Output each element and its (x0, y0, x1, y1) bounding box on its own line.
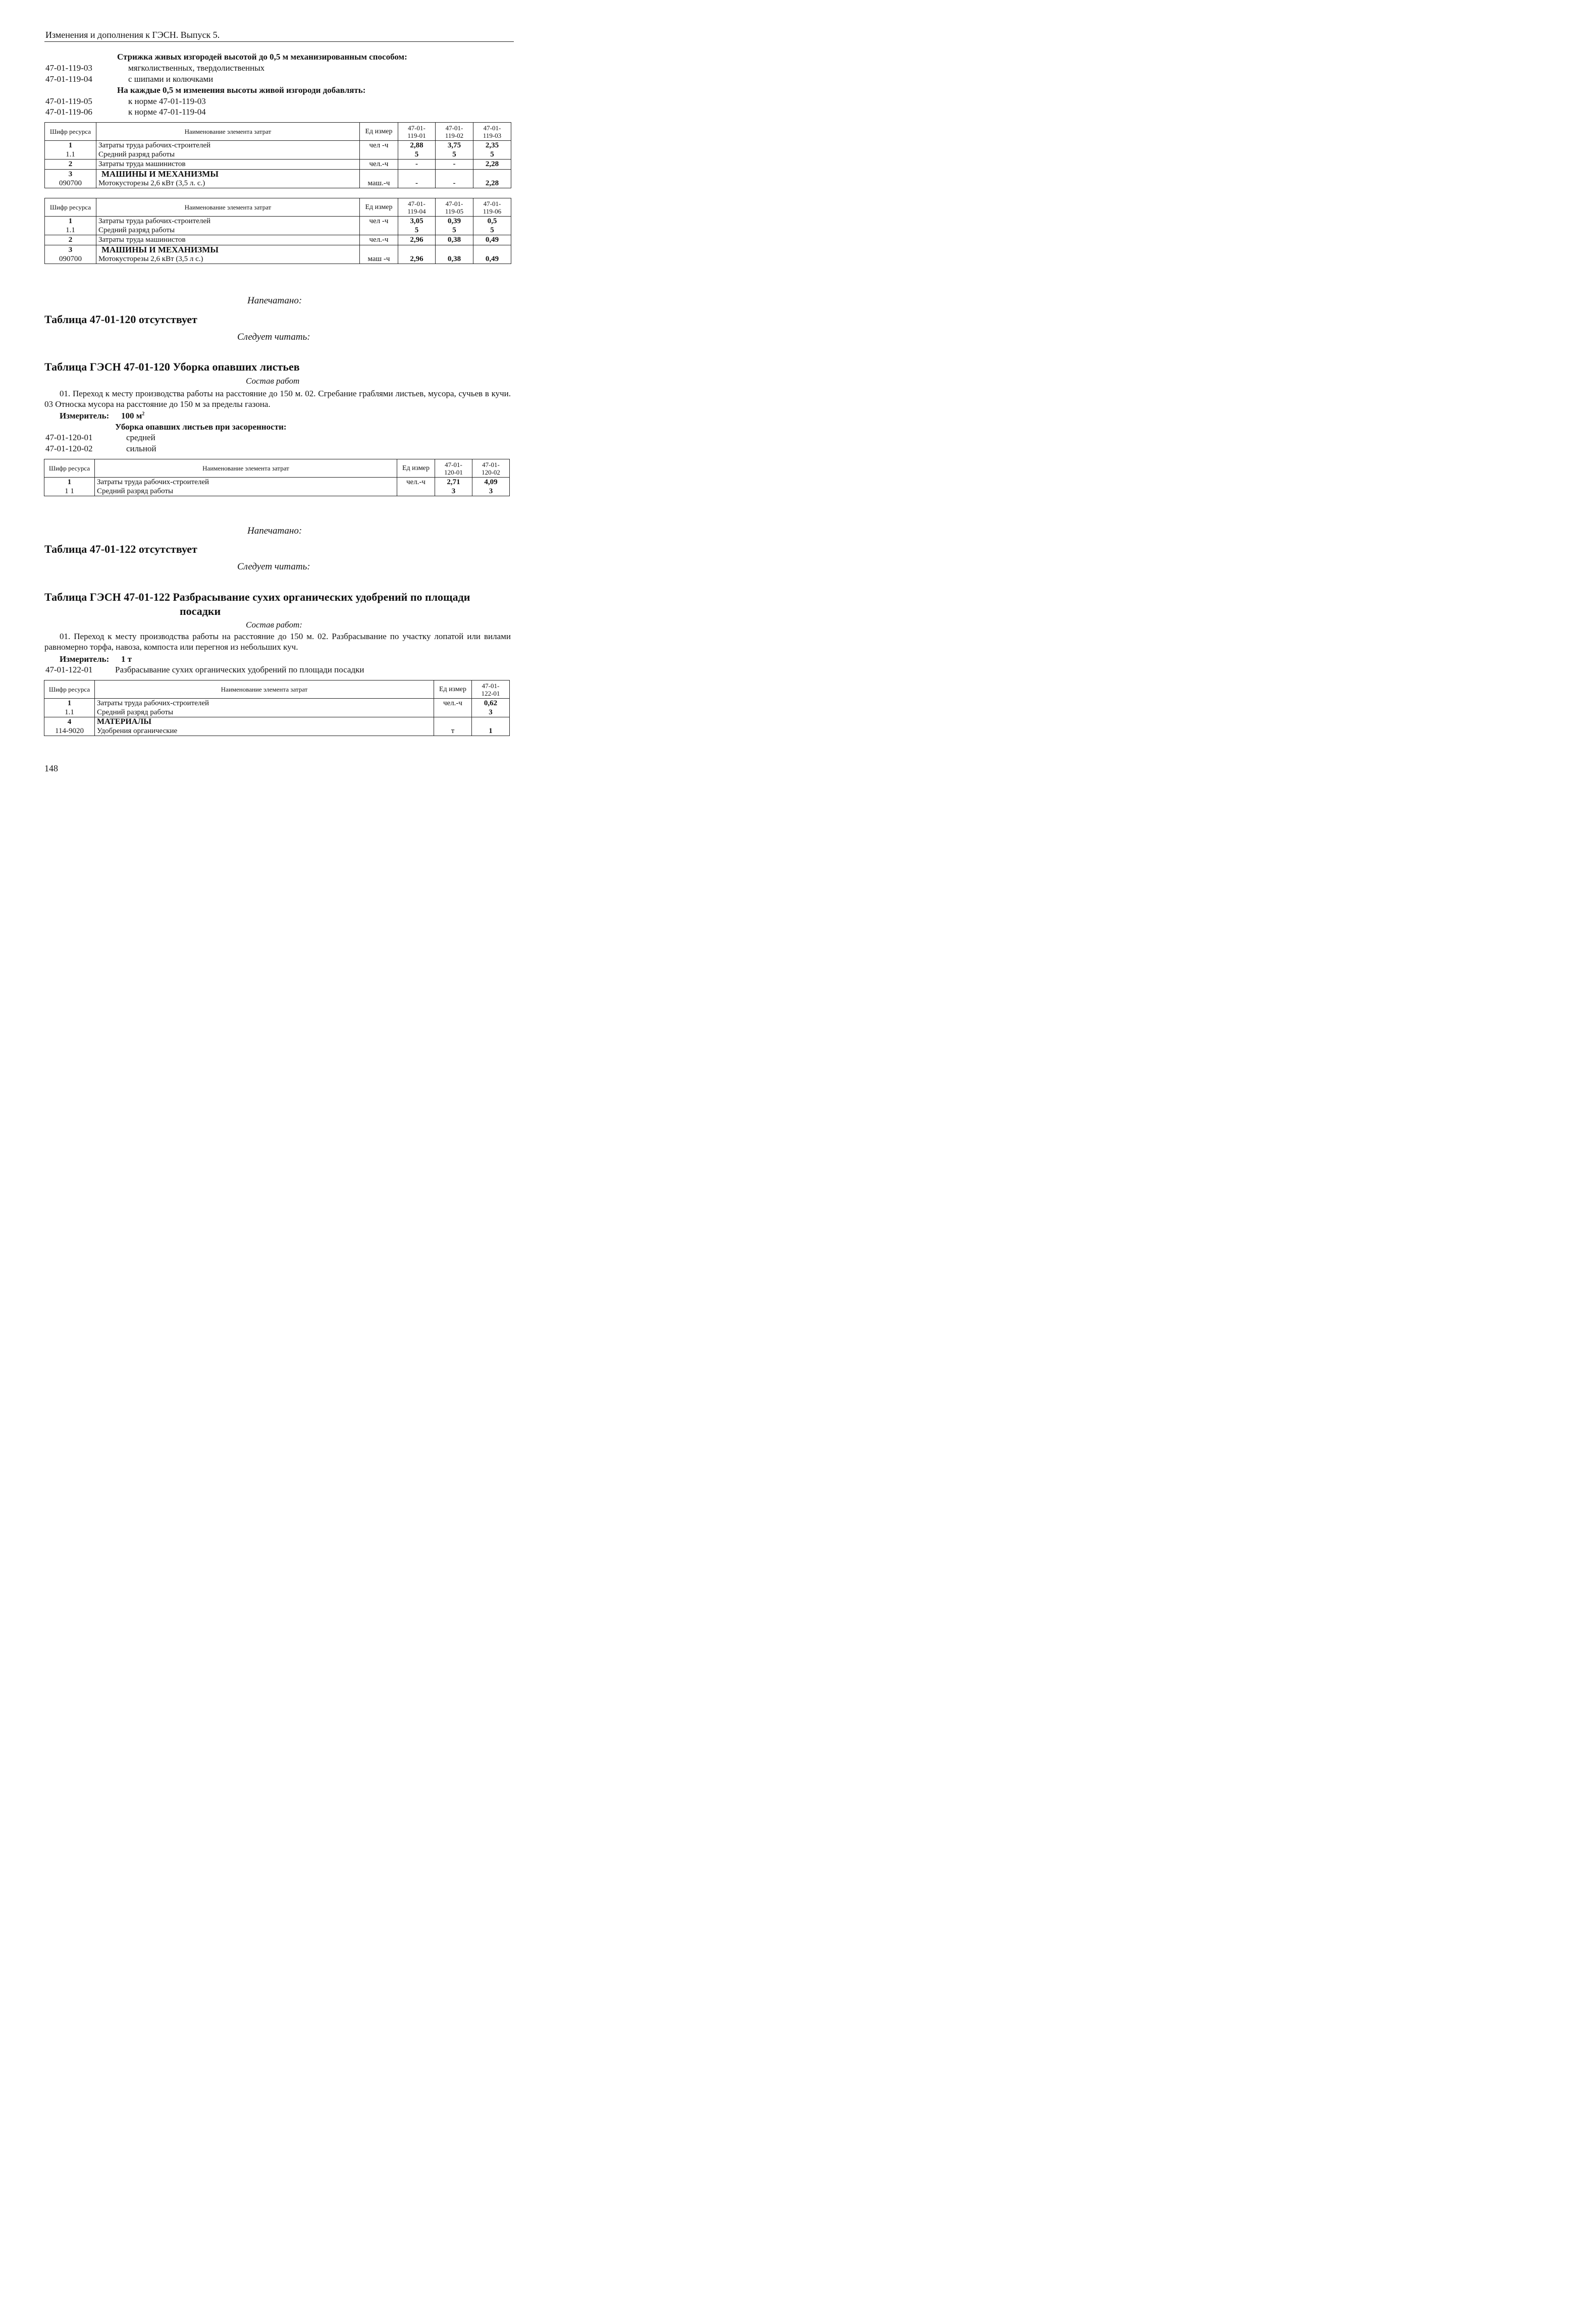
table-title: Таблица ГЭСН 47-01-122 Разбрасывание сухих органических удобрений по площади (44, 591, 470, 603)
norm-desc: к норме 47-01-119-03 (128, 96, 206, 106)
col-header-unit: Ед измер (434, 681, 472, 699)
norm-code: 47-01-120-02 (45, 444, 93, 453)
norm-value: 3,05 5 (398, 217, 436, 235)
norm-value: 3,75 5 (436, 141, 473, 160)
page-header: Изменения и дополнения к ГЭСН. Выпуск 5. (45, 30, 220, 40)
resource-unit: чел.-ч (360, 160, 398, 170)
norm-code: 47-01-120-01 (45, 433, 93, 442)
resource-unit: т (434, 717, 472, 736)
col-header-code: Шифр ресурса (45, 123, 96, 141)
norm-desc: мягколиственных, твердолиственных (128, 63, 265, 73)
table-header-row (45, 123, 511, 141)
col-header-name: Наименование элемента затрат (95, 681, 434, 699)
norm-value: - (398, 160, 436, 170)
norm-value: 2,96 (398, 235, 436, 245)
col-header-norm: 47-01- 122-01 (472, 681, 510, 699)
resource-name: МАШИНЫ И МЕХАНИЗМЫ Мотокусторезы 2,6 кВт (3,5 л с.) (96, 245, 360, 264)
resource-name: Затраты труда рабочих-строителей Средний разряд работы (96, 141, 360, 160)
header-rule (44, 41, 514, 42)
norm-value: 2,96 (398, 245, 436, 264)
section1-heading: Стрижка живых изгородей высотой до 0,5 м механизированным способом: (117, 52, 407, 62)
col-header-norm: 47-01- 119-06 (473, 198, 511, 217)
resource-code: 3 090700 (45, 245, 96, 264)
resource-code: 3 090700 (45, 170, 96, 188)
norm-desc: Разбрасывание сухих органических удобрений по площади посадки (115, 665, 364, 674)
table-row (45, 160, 511, 170)
table-header-row (45, 198, 511, 217)
norm-desc: сильной (126, 444, 156, 453)
table-row (45, 141, 511, 160)
norm-code: 47-01-119-03 (45, 63, 92, 73)
col-header-norm: 47-01- 119-04 (398, 198, 436, 217)
col-header-norm: 47-01- 119-03 (473, 123, 511, 141)
norm-value: - (398, 170, 436, 188)
page-number: 148 (44, 763, 58, 773)
should-read-label: Следует читать: (237, 561, 310, 572)
norm-value: 2,35 5 (473, 141, 511, 160)
meter-label: Измеритель: (60, 654, 110, 664)
col-header-name: Наименование элемента затрат (96, 123, 360, 141)
norm-value: 1 (472, 717, 510, 736)
col-header-code: Шифр ресурса (44, 459, 95, 478)
work-composition-text: 01. Переход к месту производства работы на расстояние до 150 м. 02. Сгребание граблями листьев, мусора, сучьев в кучи. 03 Относка мусора на расстояние до 150 м за пределы газона. (44, 389, 511, 409)
norm-value: 4,09 3 (472, 478, 510, 496)
norm-desc: с шипами и колючками (128, 74, 214, 84)
norm-value: 0,5 5 (473, 217, 511, 235)
norm-code: 47-01-122-01 (45, 665, 93, 674)
resource-name: Затраты труда рабочих-строителей Средний разряд работы (95, 478, 397, 496)
table-title-cont: посадки (180, 605, 221, 617)
should-read-label: Следует читать: (237, 332, 310, 342)
col-header-norm: 47-01- 120-01 (435, 459, 472, 478)
table-row (44, 478, 510, 496)
resource-code: 1 1 1 (44, 478, 95, 496)
col-header-norm: 47-01- 119-01 (398, 123, 436, 141)
norm-value: 0,49 (473, 245, 511, 264)
resource-table-1 (44, 122, 511, 188)
col-header-norm: 47-01- 119-05 (436, 198, 473, 217)
resource-code: 1 1.1 (45, 217, 96, 235)
norm-value: 0,62 3 (472, 699, 510, 717)
resource-table-3 (44, 459, 510, 496)
norm-code: 47-01-119-04 (45, 74, 92, 84)
col-header-code: Шифр ресурса (45, 198, 96, 217)
resource-name: МАТЕРИАЛЫ Удобрения органические (95, 717, 434, 736)
work-composition-text: 01. Переход к месту производства работы на расстояние до 150 м. 02. Разбрасывание по участку лопатой или вилами равномерно торфа, навоза, компоста или перегноя из небольших куч. (44, 632, 511, 652)
norm-value: 0,38 (436, 245, 473, 264)
norm-value: 0,49 (473, 235, 511, 245)
col-header-name: Наименование элемента затрат (96, 198, 360, 217)
norm-desc: средней (126, 433, 155, 442)
norm-value: 0,38 (436, 235, 473, 245)
table-header-row (44, 681, 510, 699)
work-composition-label: Состав работ: (246, 620, 302, 630)
resource-code: 1 1.1 (44, 699, 95, 717)
col-header-norm: 47-01- 119-02 (436, 123, 473, 141)
resource-unit: чел.-ч (360, 235, 398, 245)
table-row (45, 235, 511, 245)
col-header-unit: Ед измер (360, 123, 398, 141)
norm-value: 2,71 3 (435, 478, 472, 496)
norm-code: 47-01-119-06 (45, 107, 92, 117)
resource-name: Затраты труда машинистов (96, 160, 360, 170)
col-header-unit: Ед измер (397, 459, 435, 478)
table-row (45, 217, 511, 235)
resource-code: 4 114-9020 (44, 717, 95, 736)
col-header-code: Шифр ресурса (44, 681, 95, 699)
resource-unit: чел -ч (360, 141, 398, 160)
section1-heading2: На каждые 0,5 м изменения высоты живой изгороди добавлять: (117, 85, 366, 95)
col-header-unit: Ед измер (360, 198, 398, 217)
resource-unit: чел.-ч (397, 478, 435, 496)
table-row (44, 699, 510, 717)
table-title: Таблица ГЭСН 47-01-120 Уборка опавших листьев (44, 360, 300, 373)
resource-table-4 (44, 680, 510, 736)
resource-unit: маш -ч (360, 245, 398, 264)
norm-desc: к норме 47-01-119-04 (128, 107, 206, 117)
norm-value: 2,28 (473, 160, 511, 170)
resource-unit: маш.-ч (360, 170, 398, 188)
subsection-heading: Уборка опавших листьев при засоренности: (115, 422, 287, 432)
printed-label: Напечатано: (247, 526, 302, 536)
col-header-name: Наименование элемента затрат (95, 459, 397, 478)
resource-name: Затраты труда машинистов (96, 235, 360, 245)
meter-label: Измеритель: (60, 411, 110, 421)
norm-value: 2,28 (473, 170, 511, 188)
col-header-norm: 47-01- 120-02 (472, 459, 510, 478)
missing-table-note: Таблица 47-01-122 отсутствует (44, 543, 197, 555)
printed-label: Напечатано: (247, 295, 302, 306)
resource-code: 2 (45, 235, 96, 245)
norm-value: - (436, 160, 473, 170)
resource-table-2 (44, 198, 511, 264)
resource-code: 1 1.1 (45, 141, 96, 160)
meter-value: 100 $м^2$ (121, 411, 145, 421)
table-row (45, 245, 511, 264)
norm-value: 2,88 5 (398, 141, 436, 160)
norm-value: 0,39 5 (436, 217, 473, 235)
work-composition-label: Состав работ (246, 376, 300, 386)
resource-code: 2 (45, 160, 96, 170)
resource-name: МАШИНЫ И МЕХАНИЗМЫ Мотокусторезы 2,6 кВт (3,5 л. с.) (96, 170, 360, 188)
resource-unit: чел.-ч (434, 699, 472, 717)
resource-unit: чел -ч (360, 217, 398, 235)
norm-value: - (436, 170, 473, 188)
resource-name: Затраты труда рабочих-строителей Средний разряд работы (95, 699, 434, 717)
table-row (45, 170, 511, 188)
resource-name: Затраты труда рабочих-строителей Средний разряд работы (96, 217, 360, 235)
norm-code: 47-01-119-05 (45, 96, 92, 106)
table-row (44, 717, 510, 736)
meter-value: 1 т (121, 654, 132, 664)
missing-table-note: Таблица 47-01-120 отсутствует (44, 313, 197, 326)
table-header-row (44, 459, 510, 478)
